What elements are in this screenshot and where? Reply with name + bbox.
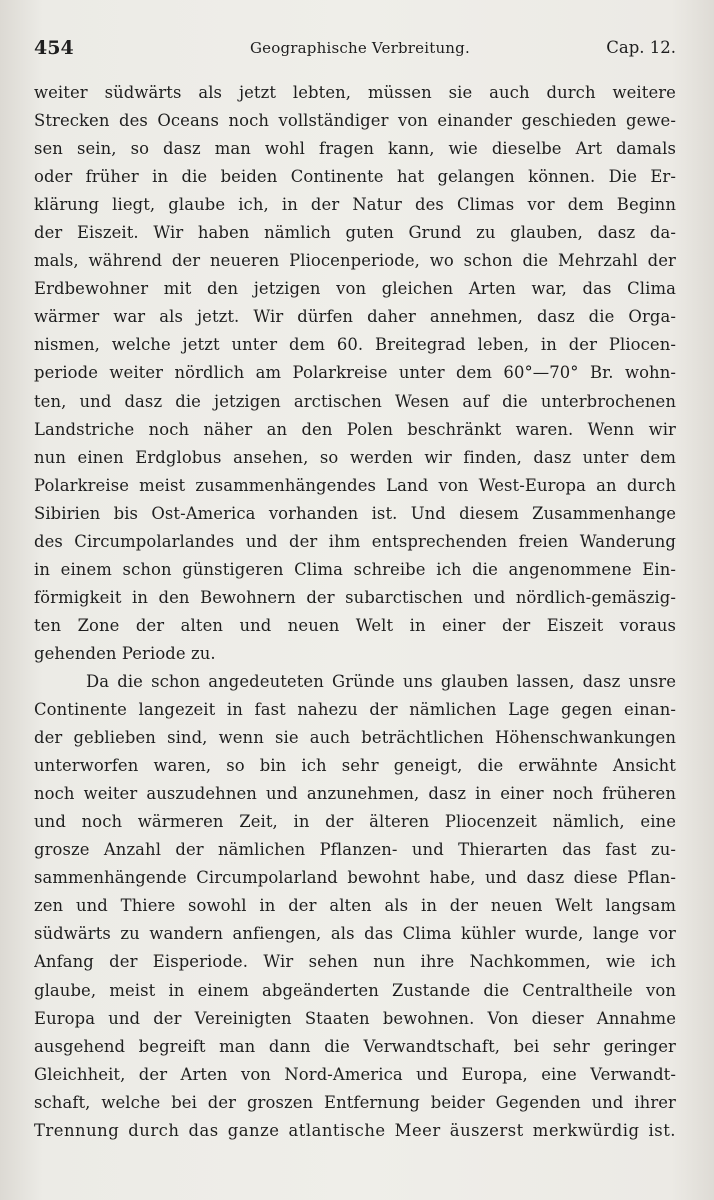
- text-line: Trennung durch das ganze atlantische Meer äuszerst merkwürdig ist.: [34, 1120, 676, 1140]
- text-line: Anfang der Eisperiode. Wir sehen nun ihre Nachkommen, wie ich: [34, 952, 676, 972]
- text-line: ausgehend begreift man dann die Verwandtschaft, bei sehr geringer: [34, 1036, 676, 1056]
- text-line: periode weiter nördlich am Polarkreise unter dem 60°—70° Br. wohn-: [34, 363, 676, 383]
- text-line: sen sein, so dasz man wohl fragen kann, wie dieselbe Art damals: [34, 139, 676, 159]
- text-line: Strecken des Oceans noch vollständiger von einander geschieden gewe-: [34, 111, 676, 131]
- text-line: Gleichheit, der Arten von Nord-America und Europa, eine Verwandt-: [34, 1064, 676, 1084]
- text-line: Sibirien bis Ost-America vorhanden ist. Und diesem Zusammenhange: [34, 503, 676, 523]
- text-line: Landstriche noch näher an den Polen beschränkt waren. Wenn wir: [34, 419, 676, 439]
- text-line: grosze Anzahl der nämlichen Pflanzen- und Thierarten das fast zu-: [34, 840, 676, 860]
- chapter-label: Cap. 12.: [606, 38, 676, 57]
- running-title: Geographische Verbreitung.: [250, 39, 470, 57]
- text-line: ten Zone der alten und neuen Welt in einer der Eiszeit voraus: [34, 615, 676, 635]
- text-line: sammenhängende Circumpolarland bewohnt habe, und dasz diese Pflan-: [34, 868, 676, 888]
- text-line: Europa und der Vereinigten Staaten bewohnen. Von dieser Annahme: [34, 1008, 676, 1028]
- text-line: wärmer war als jetzt. Wir dürfen daher annehmen, dasz die Orga-: [34, 307, 676, 327]
- paragraph: [34, 668, 676, 1145]
- body-text: [34, 79, 676, 1145]
- paragraph: [34, 79, 676, 668]
- text-line: nismen, welche jetzt unter dem 60. Breitegrad leben, in der Pliocen-: [34, 335, 676, 355]
- page-number: 454: [34, 37, 74, 59]
- running-head: [34, 36, 676, 60]
- text-line: der Eiszeit. Wir haben nämlich guten Grund zu glauben, dasz da-: [34, 223, 676, 243]
- text-line: unterworfen waren, so bin ich sehr geneigt, die erwähnte Ansicht: [34, 756, 676, 776]
- text-line: schaft, welche bei der groszen Entfernung beider Gegenden und ihrer: [34, 1092, 676, 1112]
- text-line: Continente langezeit in fast nahezu der nämlichen Lage gegen einan-: [34, 700, 676, 720]
- text-line: weiter südwärts als jetzt lebten, müssen sie auch durch weitere: [34, 83, 676, 102]
- text-line: förmigkeit in den Bewohnern der subarctischen und nördlich-gemäszig-: [34, 587, 676, 607]
- text-line: der geblieben sind, wenn sie auch beträchtlichen Höhenschwankungen: [34, 728, 676, 748]
- text-line: Polarkreise meist zusammenhängendes Land von West-Europa an durch: [34, 475, 676, 495]
- text-line: Da die schon angedeuteten Gründe uns glauben lassen, dasz unsre: [86, 671, 676, 691]
- text-line: südwärts zu wandern anfiengen, als das Clima kühler wurde, lange vor: [34, 924, 676, 944]
- text-line: mals, während der neueren Pliocenperiode, wo schon die Mehrzahl der: [34, 251, 676, 271]
- text-line: zen und Thiere sowohl in der alten als in der neuen Welt langsam: [34, 896, 676, 916]
- text-line: ten, und dasz die jetzigen arctischen Wesen auf die unterbrochenen: [34, 391, 676, 411]
- text-line: oder früher in die beiden Continente hat gelangen können. Die Er-: [34, 167, 676, 187]
- text-line: des Circumpolarlandes und der ihm entsprechenden freien Wanderung: [34, 531, 676, 551]
- text-line: gehenden Periode zu.: [34, 643, 216, 663]
- text-line: nun einen Erdglobus ansehen, so werden wir finden, dasz unter dem: [34, 447, 676, 467]
- text-line: klärung liegt, glaube ich, in der Natur des Climas vor dem Beginn: [34, 195, 676, 215]
- text-line: in einem schon günstigeren Clima schreibe ich die angenommene Ein-: [34, 559, 676, 579]
- text-line: glaube, meist in einem abgeänderten Zustande die Centraltheile von: [34, 980, 676, 1000]
- text-line: noch weiter auszudehnen und anzunehmen, dasz in einer noch früheren: [34, 784, 676, 804]
- text-line: und noch wärmeren Zeit, in der älteren Pliocenzeit nämlich, eine: [34, 812, 676, 832]
- text-line: Erdbewohner mit den jetzigen von gleichen Arten war, das Clima: [34, 279, 676, 299]
